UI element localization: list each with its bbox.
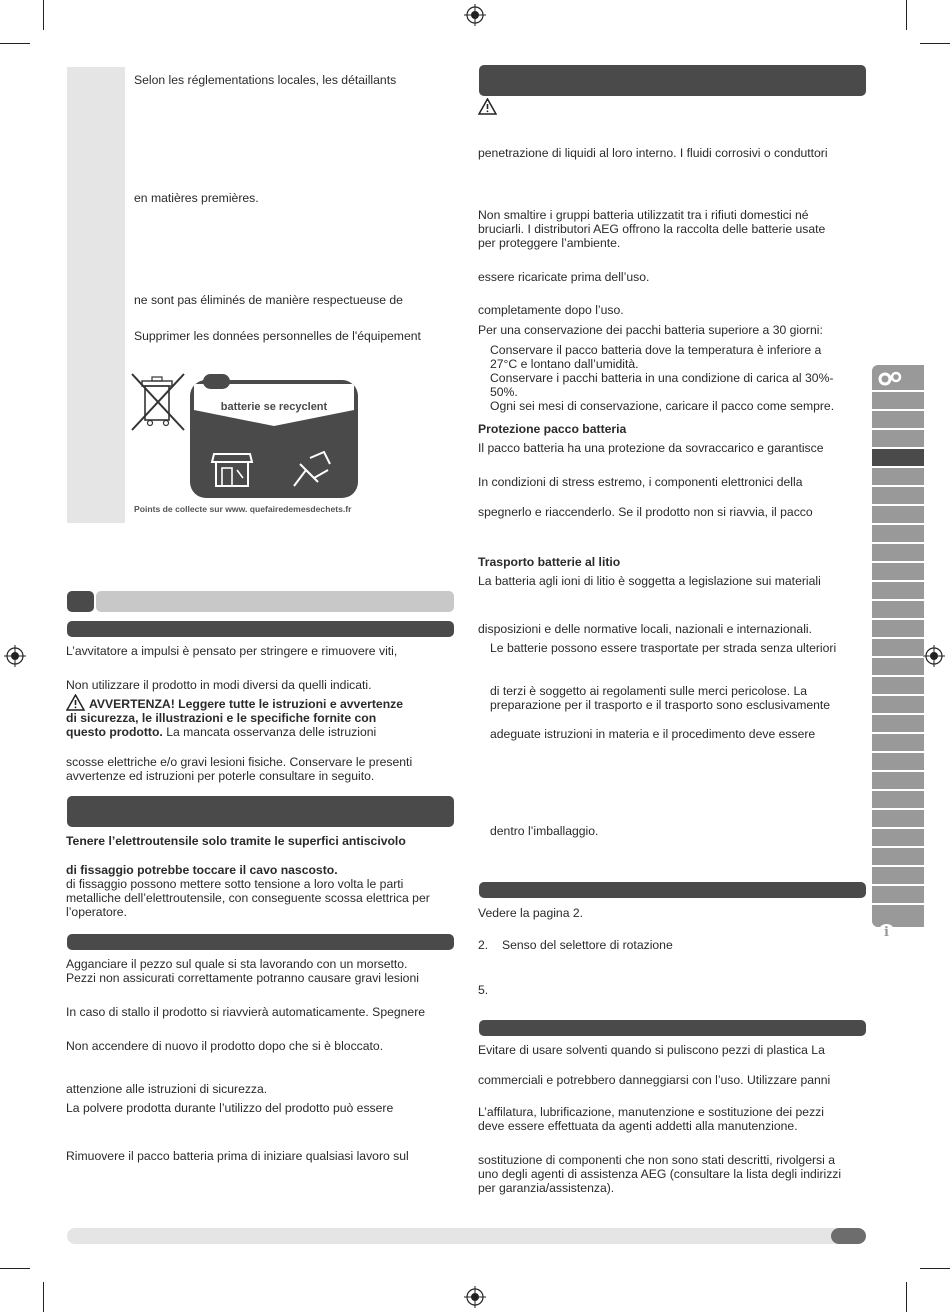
list-item-text: Senso del selettore di rotazione [502,938,673,952]
body-line: Pezzi non assicurati correttamente potranno causare gravi lesioni [66,971,419,985]
body-line: spegnerlo e riaccenderlo. Se il prodotto non si riavvia, il pacco [478,505,813,519]
body-line: completamente dopo l’uso. [478,303,624,317]
recycle-banner-text: batterie se recyclent [220,401,328,413]
body-line: per proteggere l’ambiente. [478,236,621,250]
body-line: La polvere prodotta durante l’utilizzo del prodotto può essere [66,1101,394,1115]
body-line: Non utilizzare il prodotto in modi diversi da quelli indicati. [66,678,372,692]
body-line: Non accendere di nuovo il prodotto dopo che si è bloccato. [66,1039,384,1053]
side-tab[interactable] [872,677,924,694]
list-number: 2. [478,938,489,952]
side-tab[interactable] [872,905,924,927]
side-tab[interactable] [872,867,924,884]
list-line: 50%. [490,385,518,399]
list-line: Conservare il pacco batteria dove la temperatura è inferiore a [490,343,822,357]
crop-mark [43,1282,44,1312]
crop-mark [920,1268,950,1269]
side-tab[interactable] [872,848,924,865]
side-tab[interactable] [872,525,924,542]
side-tab[interactable] [872,468,924,485]
side-tab[interactable] [872,392,924,409]
body-line: attenzione alle istruzioni di sicurezza. [66,1082,268,1096]
side-tab[interactable] [872,544,924,561]
section-bar-maintenance [479,1020,866,1036]
subsection-bar-use [67,621,454,637]
side-tab[interactable] [872,658,924,675]
list-line: di terzi è soggetto ai regolamenti sulle merci pericolose. La [490,684,808,698]
page-number-badge [831,1228,866,1244]
french-text-line: Supprimer les données personnelles de l'équipement [134,329,421,343]
list-line: preparazione per il trasporto e il trasporto sono esclusivamente [490,698,831,712]
side-tab[interactable] [872,449,924,466]
side-tab[interactable] [872,810,924,827]
section-number-badge [67,591,94,612]
body-line: metalliche dell’elettroutensile, con conseguente scossa elettrica per [66,891,430,905]
safety-bold-line: Tenere l’elettroutensile solo tramite le superfici antiscivolo [66,834,406,848]
warning-triangle-icon [66,694,85,711]
body-line: In caso di stallo il prodotto si riavvierà automaticamente. Spegnere [66,1005,426,1019]
side-tab[interactable] [872,430,924,447]
body-line: deve essere effettuata da agenti addetti alla manutenzione. [478,1119,798,1133]
side-tab[interactable] [872,639,924,656]
body-line: per garanzia/assistenza). [478,1181,615,1195]
body-line: commerciali e potrebbero danneggiarsi con l’uso. Utilizzare panni [478,1073,831,1087]
side-tab[interactable] [872,487,924,504]
side-tab[interactable] [872,620,924,637]
body-line: La batteria agli ioni di litio è soggetta a legislazione sui materiali [478,574,821,588]
collect-points-text: Points de collecte sur www. quefairedemesdechets.fr [134,504,352,514]
warning-triangle-icon [478,98,497,115]
body-line: disposizioni e delle normative locali, nazionali e internazionali. [478,622,812,636]
list-line: 27°C e lontano dall’umidità. [490,357,639,371]
body-line: uno degli agenti di assistenza AEG (consultare la lista degli indirizzi [478,1167,842,1181]
warning-bold-end: questo prodotto. [66,725,163,739]
registration-mark-icon [464,4,486,26]
hand-recycle-icon [290,448,334,490]
body-line: l’operatore. [66,905,127,919]
side-tab[interactable] [872,886,924,903]
side-tab[interactable] [872,582,924,599]
crop-mark [906,1282,907,1312]
side-tab[interactable] [872,829,924,846]
body-line: bruciarli. I distributori AEG offrono la raccolta delle batterie usate [478,222,826,236]
french-text-line: ne sont pas éliminés de manière respectueuse de [134,293,403,307]
french-text-line: Selon les réglementations locales, les détaillants [134,73,397,87]
body-line: essere ricaricate prima dell’uso. [478,270,650,284]
list-number: 5. [478,983,489,997]
body-line: Non smaltire i gruppi batteria utilizzatit tra i rifiuti domestici né [478,208,809,222]
side-tab[interactable] [872,411,924,428]
crop-mark [906,0,907,30]
recycle-panel [190,380,358,498]
body-line: Per una conservazione dei pacchi batteria superiore a 30 giorni: [478,323,823,337]
body-line: Il pacco batteria ha una protezione da sovraccarico e garantisce [478,441,824,455]
protection-heading: Protezione pacco batteria [478,422,627,436]
section-bar-battery [479,65,866,96]
side-tab[interactable] [872,563,924,580]
list-line: adeguate istruzioni in materia e il procedimento deve essere [490,727,816,741]
subsection-bar-safety-2 [67,934,454,950]
body-line: L’affilatura, lubrificazione, manutenzione e sostituzione dei pezzi [478,1105,824,1119]
side-tab[interactable] [872,365,924,390]
side-tab[interactable] [872,772,924,789]
section-bar-components [479,882,866,898]
side-tab[interactable] [872,601,924,618]
body-line: penetrazione di liquidi al loro interno. I fluidi corrosivi o conduttori [478,146,828,160]
crop-mark [43,0,44,30]
french-text-line: en matières premières. [134,191,259,205]
section-title-bar [96,591,454,612]
crop-mark [0,43,30,44]
list-line: dentro l’imballaggio. [490,824,599,838]
recycle-tag [203,374,230,389]
list-line: Ogni sei mesi di conservazione, caricare il pacco come sempre. [490,399,835,413]
french-recycling-box [67,67,125,523]
list-line: Le batterie possono essere trasportate per strada senza ulteriori [490,641,837,655]
side-tab[interactable] [872,791,924,808]
safety-bold-line: di fissaggio potrebbe toccare il cavo nascosto. [66,863,338,877]
registration-mark-icon [4,645,26,667]
crossed-bin-icon [130,372,188,434]
side-tab[interactable] [872,506,924,523]
body-line: L’avvitatore a impulsi è pensato per stringere e rimuovere viti, [66,644,398,658]
side-tab[interactable] [872,753,924,770]
list-line: Conservare i pacchi batteria in una condizione di carica al 30%- [490,371,834,385]
body-line: Rimuovere il pacco batteria prima di iniziare qualsiasi lavoro sul [66,1149,409,1163]
side-tab[interactable] [872,715,924,732]
body-line: avvertenze ed istruzioni per poterle consultare in seguito. [66,769,375,783]
body-line: Evitare di usare solventi quando si puliscono pezzi di plastica La [478,1043,825,1057]
warning-bold-line: AVVERTENZA! Leggere tutte le istruzioni e avvertenze [89,697,404,711]
transport-heading: Trasporto batterie al litio [478,555,621,569]
body-line: Agganciare il pezzo sul quale si sta lavorando con un morsetto. [66,957,408,971]
warning-line [66,725,376,739]
shop-icon [210,444,254,490]
crop-mark [920,43,950,44]
warning-bold-line: di sicurezza, le illustrazioni e le specifiche fornite con [66,711,377,725]
registration-mark-icon [923,645,945,667]
page-reference: Vedere la pagina 2. [478,906,584,920]
crop-mark [0,1268,30,1269]
side-tab[interactable] [872,734,924,751]
body-line: sostituzione di componenti che non sono stati descritti, rivolgersi a [478,1153,836,1167]
subsection-bar-safety [67,796,454,827]
body-line: scosse elettriche e/o gravi lesioni fisiche. Conservare le presenti [66,755,413,769]
registration-mark-icon [464,1286,486,1308]
side-tab[interactable] [872,696,924,713]
info-icon: i [878,924,895,941]
body-line: di fissaggio possono mettere sotto tensione a loro volta le parti [66,877,404,891]
warning-rest: La mancata osservanza delle istruzioni [166,725,377,739]
footer-bar [67,1228,866,1244]
body-line: In condizioni di stress estremo, i componenti elettronici della [478,475,803,489]
